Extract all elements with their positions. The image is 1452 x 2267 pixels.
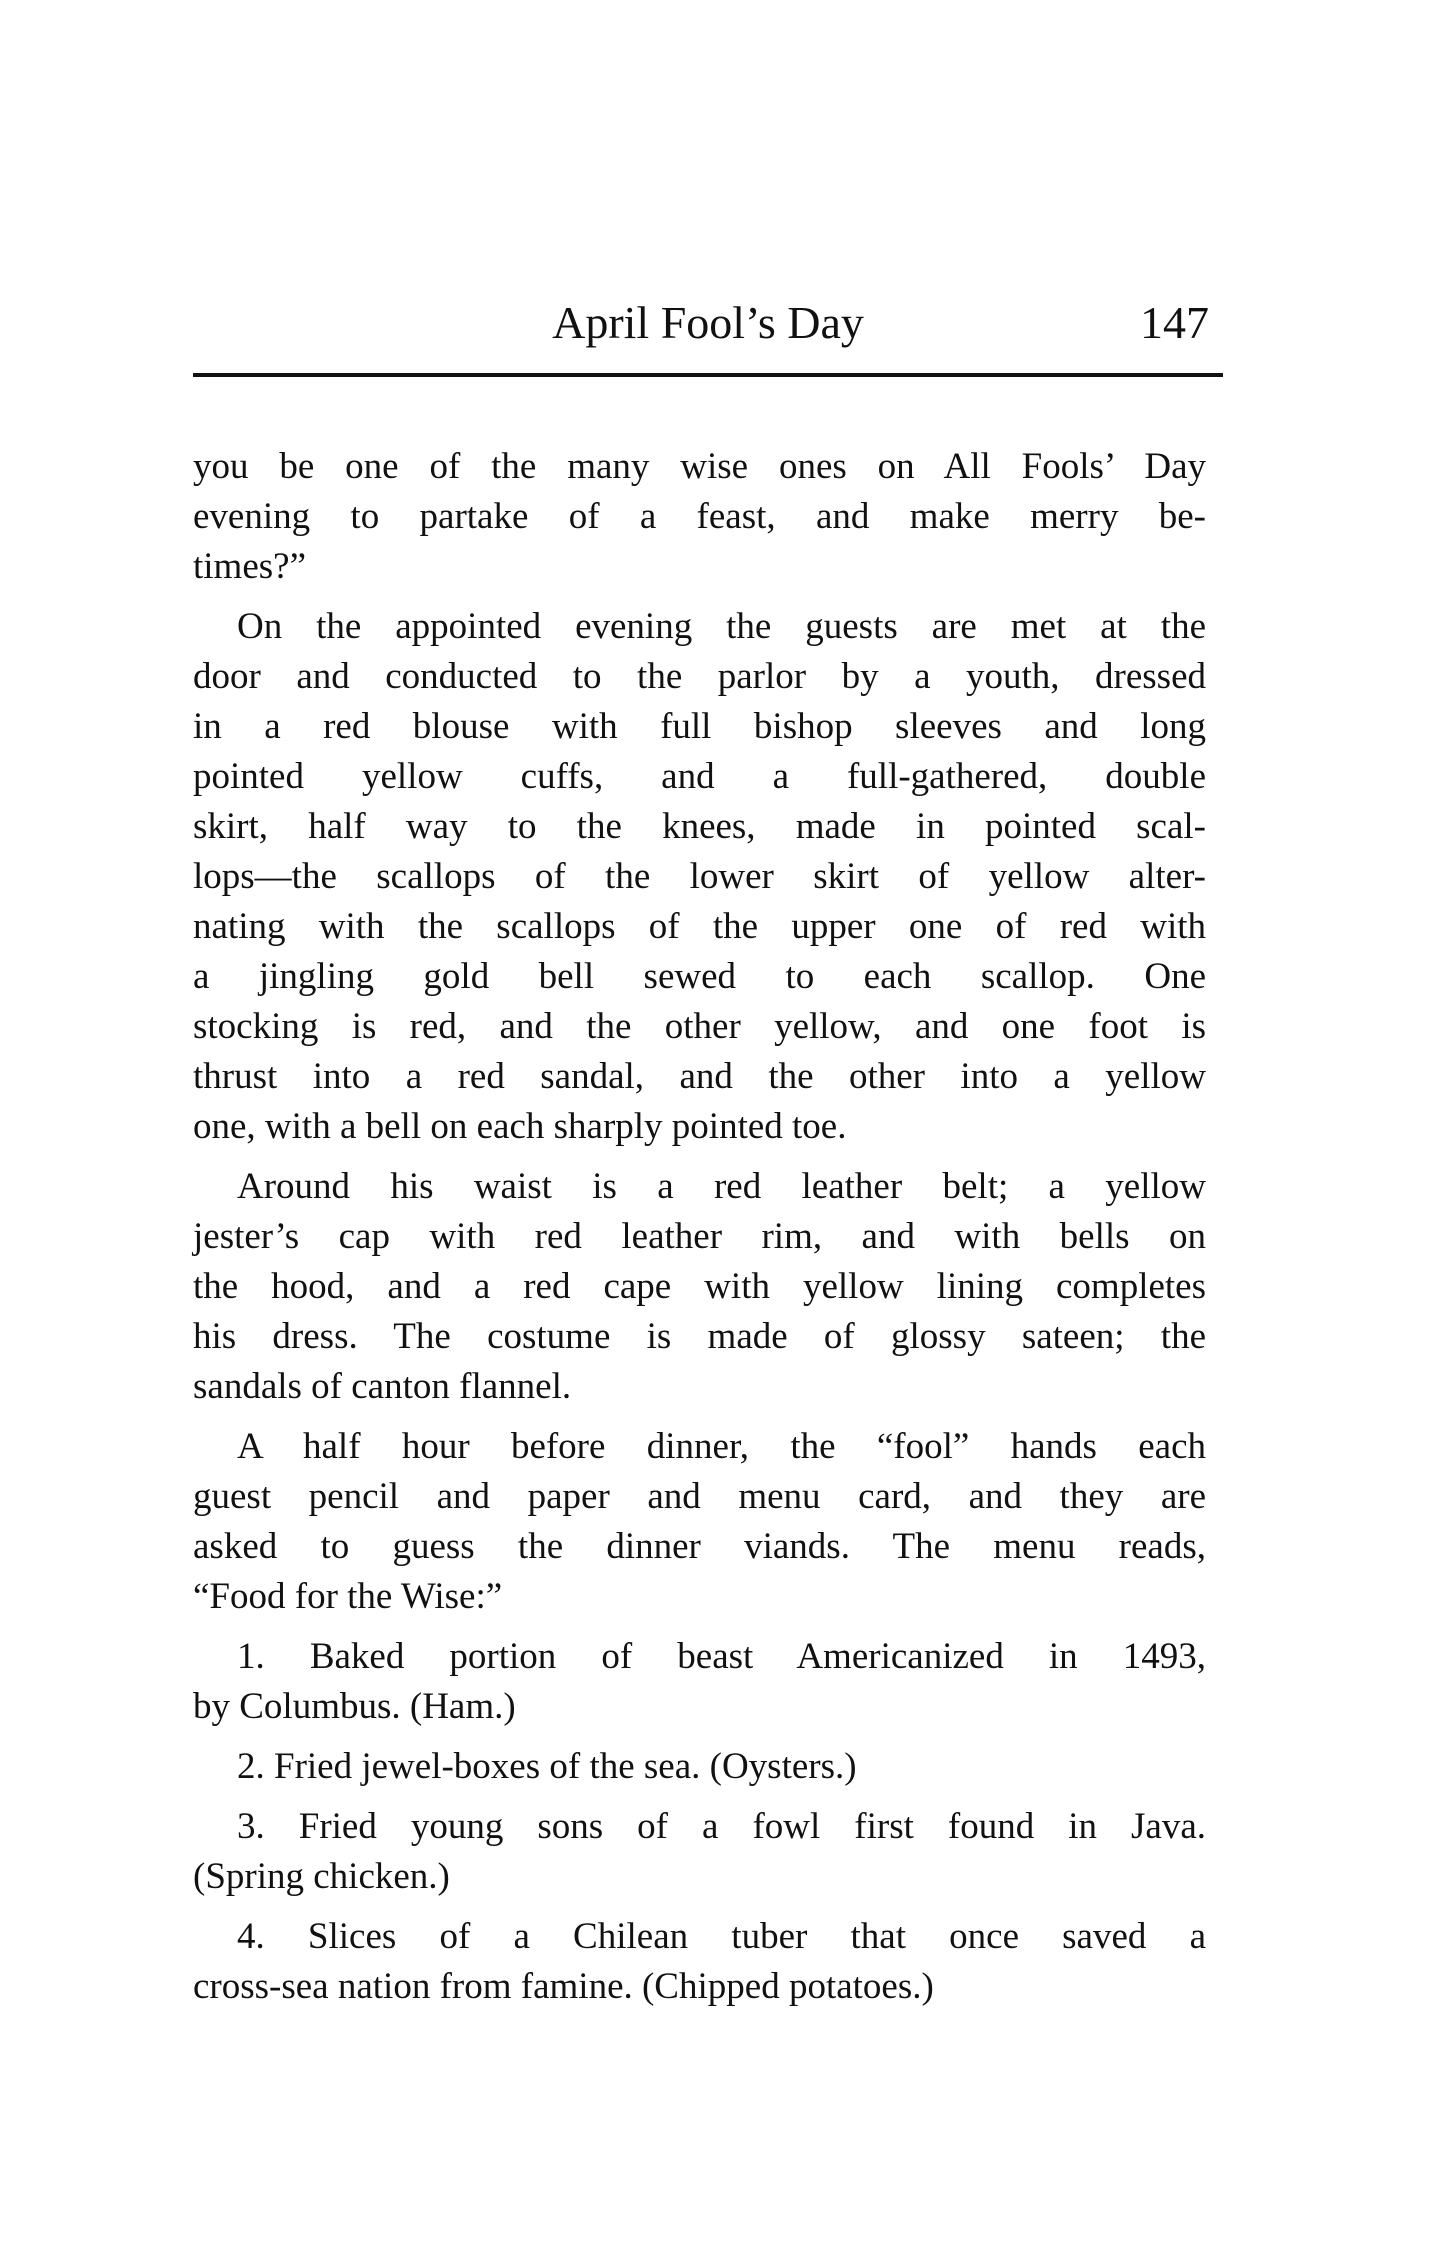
paragraph (193, 1912, 1206, 2012)
header-rule (193, 373, 1223, 377)
text-line: 2. Fried jewel-boxes of the sea. (Oysters.) (237, 1746, 857, 1787)
text-line: the hood, and a red cape with yellow lining completes (193, 1266, 1206, 1307)
text-line: times?” (193, 546, 307, 587)
text-line: jester’s cap with red leather rim, and with bells on (193, 1216, 1206, 1257)
text-line: nating with the scallops of the upper one of red with (193, 906, 1206, 947)
text-line: stocking is red, and the other yellow, and one foot is (193, 1006, 1206, 1047)
text-line: evening to partake of a feast, and make merry be- (193, 496, 1206, 537)
text-line: cross-sea nation from famine. (Chipped potatoes.) (193, 1966, 934, 2007)
text-line: pointed yellow cuffs, and a full-gathered, double (193, 756, 1206, 797)
page-header (193, 296, 1223, 356)
text-line: 3. Fried young sons of a fowl first found in Java. (237, 1806, 1206, 1847)
paragraph (193, 442, 1206, 592)
text-line: asked to guess the dinner viands. The menu reads, (193, 1526, 1206, 1567)
paragraph (193, 602, 1206, 1152)
text-line: 4. Slices of a Chilean tuber that once saved a (237, 1916, 1206, 1957)
text-line: lops—the scallops of the lower skirt of yellow alter- (193, 856, 1206, 897)
text-line: sandals of canton flannel. (193, 1366, 572, 1407)
running-title: April Fool’s Day (552, 297, 864, 348)
text-line: A half hour before dinner, the “fool” hands each (237, 1426, 1206, 1467)
paragraph (193, 1162, 1206, 1412)
text-line: 1. Baked portion of beast Americanized in 1493, (237, 1636, 1206, 1677)
paragraph (193, 1742, 1206, 1792)
paragraph (193, 1422, 1206, 1622)
page-number: 147 (1140, 297, 1209, 348)
text-line: Around his waist is a red leather belt; a yellow (237, 1166, 1206, 1207)
text-line: On the appointed evening the guests are met at the (237, 606, 1206, 647)
text-line: door and conducted to the parlor by a youth, dressed (193, 656, 1206, 697)
page-body (193, 442, 1206, 2022)
text-line: his dress. The costume is made of glossy sateen; the (193, 1316, 1206, 1357)
paragraph (193, 1632, 1206, 1732)
text-line: (Spring chicken.) (193, 1856, 450, 1897)
text-line: thrust into a red sandal, and the other into a yellow (193, 1056, 1206, 1097)
text-line: guest pencil and paper and menu card, and they are (193, 1476, 1206, 1517)
paragraph (193, 1802, 1206, 1902)
text-line: you be one of the many wise ones on All Fools’ Day (193, 446, 1206, 487)
text-line: by Columbus. (Ham.) (193, 1686, 516, 1727)
text-line: in a red blouse with full bishop sleeves and long (193, 706, 1206, 747)
text-line: one, with a bell on each sharply pointed toe. (193, 1106, 847, 1147)
text-line: “Food for the Wise:” (193, 1576, 503, 1617)
text-line: skirt, half way to the knees, made in pointed scal- (193, 806, 1206, 847)
text-line: a jingling gold bell sewed to each scallop. One (193, 956, 1206, 997)
